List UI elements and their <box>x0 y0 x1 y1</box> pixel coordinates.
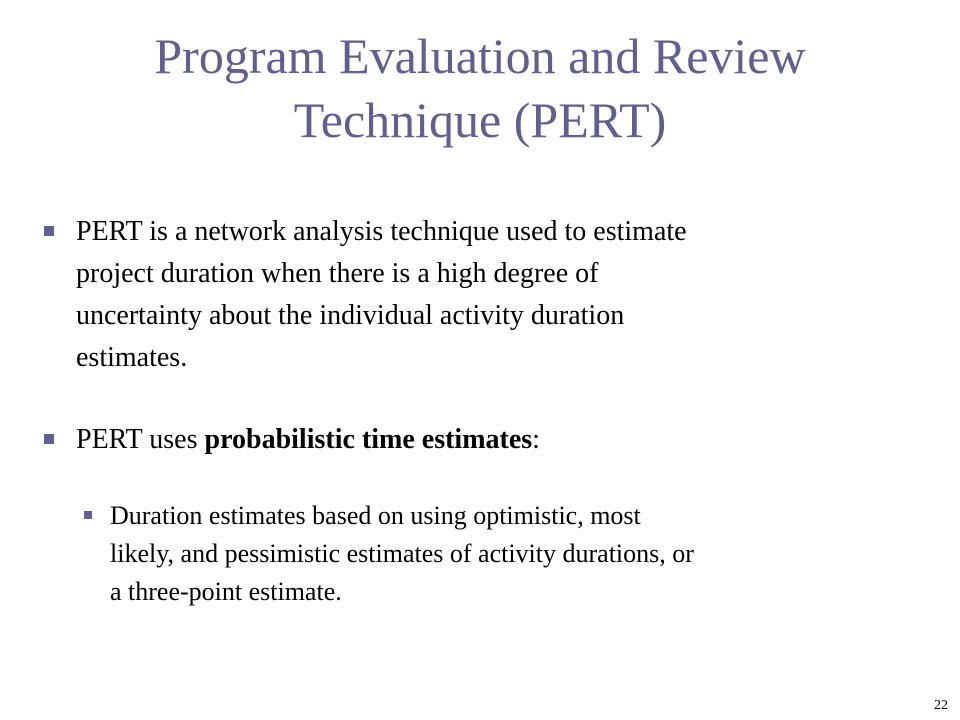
bullet-line: estimates. <box>76 342 188 373</box>
sub-bullet-line: likely, and pessimistic estimates of activity durations, or <box>110 539 694 568</box>
sub-bullet-line: a three-point estimate. <box>110 577 342 606</box>
page-number: 22 <box>934 698 948 713</box>
sub-bullet-line: Duration estimates based on using optimistic, most <box>110 501 641 530</box>
slide-title <box>0 24 960 152</box>
bullet-line: project duration when there is a high degree of <box>76 258 599 289</box>
bullet-prefix-text: PERT uses <box>76 424 205 455</box>
bullet-item-pert-definition <box>40 211 920 379</box>
bullet-line <box>76 419 920 461</box>
title-line-1: Program Evaluation and Review <box>154 28 806 84</box>
title-line-2: Technique (PERT) <box>293 92 667 148</box>
bullet-line: uncertainty about the individual activity duration <box>76 300 625 331</box>
bullet-line: PERT is a network analysis technique used to estimate <box>76 216 687 247</box>
bullet-bold-text: probabilistic time estimates <box>204 424 533 455</box>
square-bullet-icon <box>44 226 54 236</box>
bullet-suffix-text: : <box>532 424 540 455</box>
bullet-item-pert-uses <box>40 419 920 461</box>
square-bullet-icon <box>44 434 54 444</box>
sub-bullet-item-duration-estimates <box>40 497 920 611</box>
bullet-list <box>40 211 920 611</box>
square-bullet-icon <box>84 511 92 519</box>
